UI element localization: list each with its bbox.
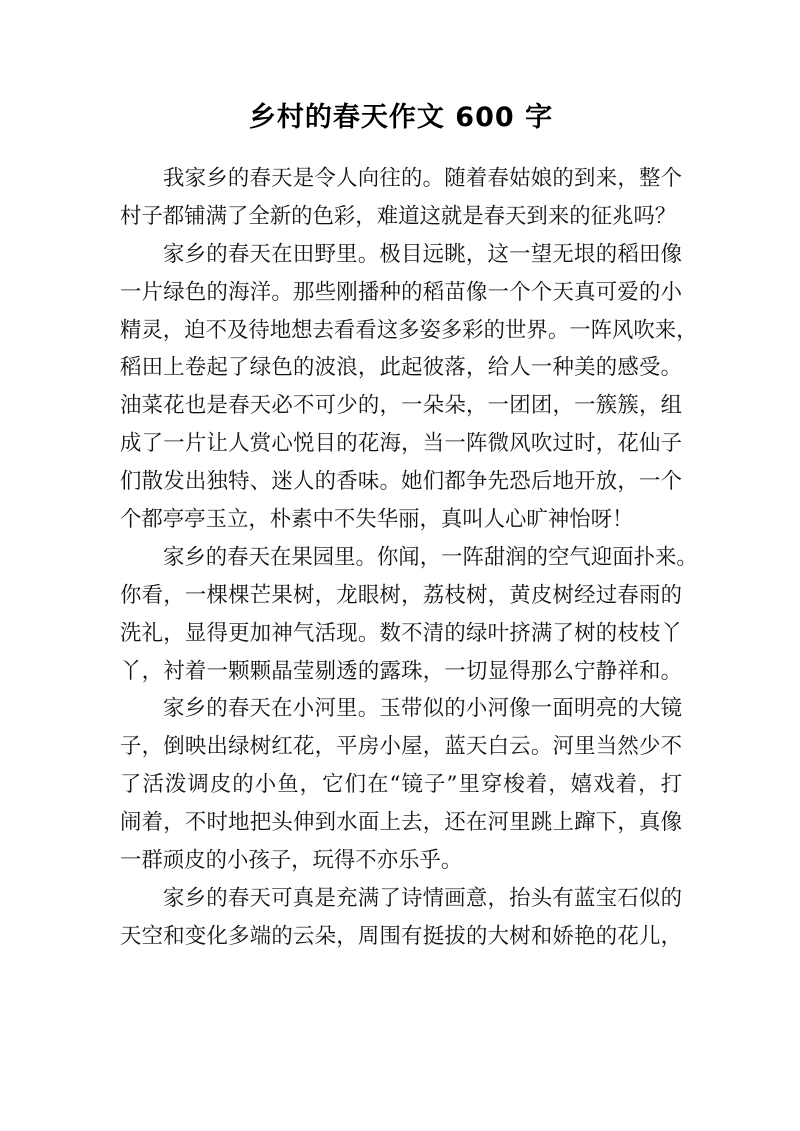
text-line: 一片绿色的海洋。那些刚播种的稻苗像一个个天真可爱的小 [120, 279, 682, 305]
text-line: 精灵，迫不及待地想去看看这多姿多彩的世界。一阵风吹来， [120, 317, 698, 343]
text-line: 子，倒映出绿树红花，平房小屋，蓝天白云。河里当然少不 [120, 734, 682, 760]
text-line: 们散发出独特、迷人的香味。她们都争先恐后地开放，一个 [120, 469, 682, 495]
text-line: 我家乡的春天是令人向往的。随着春姑娘的到来，整个 [163, 166, 682, 191]
paragraph-2 [120, 236, 698, 539]
text-line: 个都亭亭玉立，朴素中不失华丽，真叫人心旷神怡呀！ [120, 507, 634, 533]
text-line: 稻田上卷起了绿色的波浪，此起彼落，给人一种美的感受。 [120, 355, 682, 381]
text-line: 家乡的春天可真是充满了诗情画意，抬头有蓝宝石似的 [163, 885, 682, 911]
paragraph-1 [120, 160, 682, 236]
text-line: 油菜花也是春天必不可少的，一朵朵，一团团，一簇簇，组 [120, 393, 682, 419]
text-line: 洗礼，显得更加神气活现。数不清的绿叶挤满了树的枝枝丫 [120, 620, 682, 646]
paragraph-3 [120, 539, 698, 691]
text-line: 家乡的春天在果园里。你闻，一阵甜润的空气迎面扑来。 [163, 544, 698, 570]
paragraph-5 [120, 880, 682, 956]
text-line: 天空和变化多端的云朵，周围有挺拔的大树和娇艳的花儿， [120, 923, 682, 949]
text-line: 你看，一棵棵芒果树，龙眼树，荔枝树，黄皮树经过春雨的 [120, 582, 682, 608]
text-line: 家乡的春天在田野里。极目远眺，这一望无垠的稻田像 [163, 241, 682, 267]
paragraph-4 [120, 690, 682, 879]
document-title: 乡村的春天作文 600 字 [248, 102, 554, 133]
text-line: 村子都铺满了全新的色彩，难道这就是春天到来的征兆吗？ [120, 203, 677, 229]
text-line: 了活泼调皮的小鱼，它们在“镜子”里穿梭着，嬉戏着，打 [120, 772, 682, 798]
text-line: 家乡的春天在小河里。玉带似的小河像一面明亮的大镜 [163, 696, 682, 722]
document-page [120, 98, 698, 956]
text-line: 闹着，不时地把头伸到水面上去，还在河里跳上蹿下，真像 [120, 810, 682, 836]
text-line: 成了一片让人赏心悦目的花海，当一阵微风吹过时，花仙子 [120, 431, 682, 457]
text-line: 丫，衬着一颗颗晶莹剔透的露珠，一切显得那么宁静祥和。 [120, 658, 682, 684]
text-line: 一群顽皮的小孩子，玩得不亦乐乎。 [120, 848, 463, 874]
